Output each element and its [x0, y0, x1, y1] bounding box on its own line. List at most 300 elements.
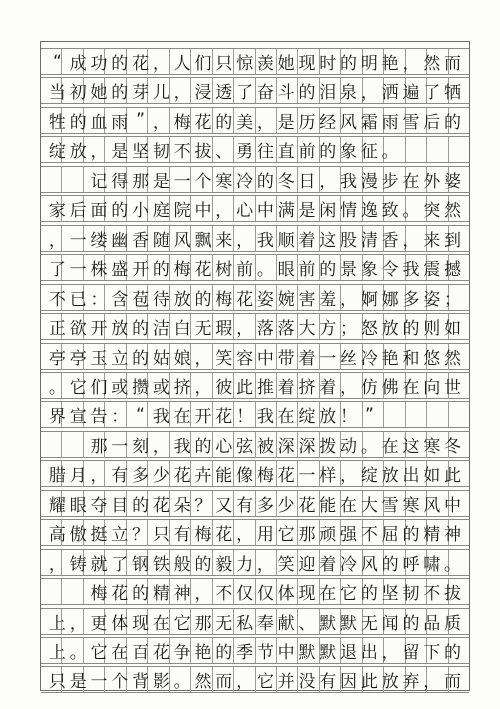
essay-char: 牺: [444, 83, 462, 104]
essay-char: 花: [194, 112, 212, 133]
essay-char: 泪: [319, 83, 337, 104]
essay-char: 姑: [152, 348, 170, 369]
essay-char: 啸: [423, 554, 441, 575]
essay-char: 的: [402, 525, 420, 546]
essay-char: 耀: [48, 495, 66, 516]
essay-char: 百: [132, 643, 150, 663]
essay-char: 是: [298, 201, 316, 222]
essay-char: 宣: [69, 407, 87, 428]
essay-char: 雨: [381, 112, 399, 133]
essay-char: 的: [215, 112, 233, 133]
essay-char: 在: [402, 377, 420, 398]
grid-row: [41, 549, 469, 576]
essay-char: 铸: [69, 554, 87, 575]
essay-char: 正: [48, 319, 66, 340]
essay-char: 了: [236, 83, 254, 104]
essay-char: 梅: [215, 289, 233, 310]
essay-char: ，: [194, 348, 212, 369]
essay-char: 界: [48, 407, 66, 428]
essay-char: 满: [277, 201, 295, 222]
essay-char: 用: [256, 525, 274, 546]
essay-char: 又: [215, 495, 233, 516]
essay-char: 落: [256, 319, 274, 340]
essay-line: [41, 373, 469, 398]
essay-char: 动: [340, 436, 358, 457]
essay-char: 致: [381, 201, 399, 222]
essay-char: 神: [173, 584, 191, 605]
essay-char: 日: [298, 171, 316, 192]
essay-line: [41, 49, 469, 74]
essay-char: 亭: [69, 348, 87, 369]
essay-char: [47, 432, 68, 457]
essay-char: 放: [381, 466, 399, 487]
essay-char: 在: [381, 436, 399, 457]
essay-char: 玉: [90, 348, 108, 369]
essay-char: ！: [340, 407, 358, 428]
essay-char: 只: [215, 54, 233, 74]
essay-char: 呼: [402, 554, 420, 575]
essay-char: 多: [402, 289, 420, 310]
essay-char: 能: [215, 466, 233, 487]
essay-line: [41, 314, 469, 339]
essay-char: 芽: [132, 83, 150, 104]
essay-char: 风: [360, 554, 378, 575]
essay-char: ，: [173, 83, 191, 104]
essay-char: 向: [423, 377, 441, 398]
essay-char: 株: [90, 260, 108, 281]
essay-char: 花: [236, 289, 254, 310]
essay-line: [41, 461, 469, 486]
essay-char: 如: [444, 319, 462, 340]
essay-char: 中: [277, 643, 295, 663]
essay-char: [47, 579, 68, 604]
essay-char: 梅: [256, 466, 274, 487]
essay-char: 拨: [319, 436, 337, 457]
essay-char: 挤: [173, 377, 191, 398]
essay-line: [41, 550, 469, 575]
essay-char: 的: [256, 171, 274, 192]
essay-char: ，: [152, 54, 170, 74]
essay-char: 待: [152, 289, 170, 310]
essay-char: 艳: [194, 643, 212, 663]
essay-char: 花: [215, 407, 233, 428]
essay-char: ，: [215, 201, 233, 222]
essay-char: 弃: [402, 672, 420, 693]
essay-char: ！: [236, 407, 254, 428]
essay-char: 朵: [173, 495, 191, 516]
essay-char: 放: [111, 319, 129, 340]
essay-char: 就: [90, 554, 108, 575]
essay-char: ，: [340, 377, 358, 398]
essay-char: ，: [423, 672, 441, 693]
essay-char: 毅: [215, 554, 233, 575]
essay-char: 直: [277, 142, 295, 163]
essay-char: 到: [444, 230, 462, 251]
essay-char: 们: [90, 377, 108, 398]
essay-char: 中: [256, 348, 274, 369]
grid-row: [41, 313, 469, 340]
essay-char: 深: [277, 436, 295, 457]
essay-char: 已: [69, 289, 87, 310]
essay-char: 奉: [256, 613, 274, 634]
essay-char: 默: [340, 613, 358, 634]
essay-char: 勇: [236, 142, 254, 163]
essay-char: 婀: [360, 289, 378, 310]
essay-char: 一: [319, 348, 337, 369]
essay-char: 体: [277, 584, 295, 605]
essay-char: 洒: [381, 83, 399, 104]
essay-line: [41, 226, 469, 251]
grid-row: [41, 637, 469, 664]
essay-char: 背: [132, 672, 150, 693]
essay-char: 它: [277, 525, 295, 546]
essay-char: 随: [152, 230, 170, 251]
essay-char: 了: [111, 554, 129, 575]
grid-row: [41, 431, 469, 458]
essay-char: ，: [360, 83, 378, 104]
essay-char: 般: [173, 554, 191, 575]
essay-char: 中: [194, 201, 212, 222]
essay-char: 没: [298, 672, 316, 693]
essay-char: 儿: [152, 83, 170, 104]
essay-char: [68, 579, 89, 604]
essay-char: 后: [69, 201, 87, 222]
essay-char: 、: [298, 613, 316, 634]
essay-char: 能: [319, 495, 337, 516]
essay-char: ，: [194, 584, 212, 605]
essay-char: 梅: [173, 260, 191, 281]
essay-char: 令: [381, 260, 399, 281]
essay-char: 姿: [256, 289, 274, 310]
essay-char: 的: [402, 319, 420, 340]
essay-char: 血: [90, 112, 108, 133]
essay-char: 在: [152, 613, 170, 634]
essay-char: 出: [402, 466, 420, 487]
essay-char: 那: [194, 613, 212, 634]
essay-char: 经: [319, 112, 337, 133]
essay-char: 此: [360, 672, 378, 693]
essay-char: 笑: [215, 348, 233, 369]
essay-char: 我: [173, 436, 191, 457]
essay-char: 雪: [402, 112, 420, 133]
essay-char: 震: [423, 260, 441, 281]
essay-char: 钢: [132, 554, 150, 575]
essay-char: 她: [90, 83, 108, 104]
essay-char: 样: [319, 466, 337, 487]
essay-line: [41, 432, 469, 457]
grid-row: [41, 372, 469, 399]
essay-char: 上: [48, 643, 66, 663]
essay-char: 一: [298, 466, 316, 487]
essay-char: 后: [423, 112, 441, 133]
essay-char: 历: [298, 112, 316, 133]
essay-char: 开: [90, 319, 108, 340]
essay-char: [68, 432, 89, 457]
essay-char: 傲: [69, 525, 87, 546]
essay-char: 往: [256, 142, 274, 163]
essay-char: 的: [319, 142, 337, 163]
essay-char: 香: [381, 230, 399, 251]
essay-char: 的: [381, 554, 399, 575]
essay-line: [41, 137, 469, 162]
essay-char: ；: [340, 319, 358, 340]
essay-char: 惊: [236, 54, 254, 74]
essay-char: 在: [173, 407, 191, 428]
essay-char: 默: [319, 613, 337, 634]
essay-char: 含: [111, 289, 129, 310]
essay-char: 的: [111, 201, 129, 222]
essay-char: 白: [173, 319, 191, 340]
essay-char: 得: [111, 171, 129, 192]
grid-row: [41, 254, 469, 281]
essay-char: 在: [402, 171, 420, 192]
essay-char: 迎: [298, 554, 316, 575]
essay-char: 漫: [360, 171, 378, 192]
essay-char: 害: [298, 289, 316, 310]
essay-char: 然: [444, 201, 462, 222]
essay-char: ，: [90, 466, 108, 487]
essay-char: 铁: [152, 554, 170, 575]
essay-char: 人: [173, 54, 191, 74]
essay-char: ，: [48, 230, 66, 251]
essay-char: 明: [360, 54, 378, 74]
essay-char: 奋: [256, 83, 274, 104]
essay-char: 时: [319, 54, 337, 74]
essay-line: [41, 491, 469, 516]
essay-char: 不: [423, 584, 441, 605]
essay-char: 。: [173, 672, 191, 693]
essay-char: 出: [360, 643, 378, 663]
essay-char: 更: [90, 613, 108, 634]
essay-char: 不: [215, 584, 233, 605]
essay-char: 体: [111, 613, 129, 634]
essay-char: 雨: [111, 112, 129, 133]
essay-char: 的: [194, 289, 212, 310]
essay-char: 攒: [132, 377, 150, 398]
essay-char: 有: [236, 495, 254, 516]
essay-char: 默: [298, 643, 316, 663]
essay-char: [47, 167, 68, 192]
essay-char: 此: [444, 466, 462, 487]
essay-char: ，: [69, 613, 87, 634]
essay-char: 飘: [194, 230, 212, 251]
essay-char: 而: [444, 672, 462, 693]
essay-char: 缕: [90, 230, 108, 251]
grid-row: [41, 519, 469, 546]
essay-char: 只: [152, 525, 170, 546]
essay-char: 坚: [132, 142, 150, 163]
essay-char: 我: [152, 407, 170, 428]
essay-char: 婆: [444, 171, 462, 192]
essay-char: 拔: [194, 142, 212, 163]
essay-char: 退: [340, 643, 358, 663]
essay-char: 腊: [48, 466, 66, 487]
essay-char: 它: [173, 613, 191, 634]
essay-char: ，: [381, 643, 399, 663]
essay-char: 逸: [360, 201, 378, 222]
essay-char: ，: [402, 230, 420, 251]
essay-char: ，: [236, 672, 254, 693]
essay-char: 挺: [90, 525, 108, 546]
essay-char: 大: [360, 495, 378, 516]
essay-char: 的: [194, 436, 212, 457]
grid-row: [41, 343, 469, 370]
essay-char: 心: [215, 436, 233, 457]
grid-row: [41, 225, 469, 252]
essay-char: 有: [173, 525, 191, 546]
essay-char: 佛: [381, 377, 399, 398]
essay-char: 一: [173, 171, 191, 192]
essay-char: 前: [298, 260, 316, 281]
essay-char: 然: [444, 348, 462, 369]
essay-char: 告: [90, 407, 108, 428]
essay-char: 瑕: [215, 319, 233, 340]
essay-char: 立: [111, 348, 129, 369]
essay-char: 如: [423, 466, 441, 487]
essay-char: 仅: [236, 584, 254, 605]
essay-char: 带: [277, 348, 295, 369]
essay-char: 那: [90, 436, 108, 457]
essay-char: 韧: [402, 584, 420, 605]
essay-char: 洁: [152, 319, 170, 340]
essay-char: 它: [340, 584, 358, 605]
essay-char: 在: [319, 584, 337, 605]
essay-char: 方: [319, 319, 337, 340]
essay-char: 质: [444, 613, 462, 634]
essay-char: ，: [340, 466, 358, 487]
essay-line: [41, 667, 469, 692]
essay-char: 它: [69, 377, 87, 398]
essay-char: 力: [236, 554, 254, 575]
essay-char: 顺: [277, 230, 295, 251]
essay-char: 下: [423, 643, 441, 663]
essay-char: 不: [48, 289, 66, 310]
essay-char: 顽: [319, 525, 337, 546]
essay-char: ，: [236, 525, 254, 546]
essay-char: 着: [319, 377, 337, 398]
essay-char: 或: [111, 377, 129, 398]
essay-char: 放: [381, 319, 399, 340]
essay-char: 的: [111, 54, 129, 74]
essay-char: 挤: [298, 377, 316, 398]
essay-char: 悠: [423, 348, 441, 369]
essay-char: 外: [423, 171, 441, 192]
essay-char: 丝: [340, 348, 358, 369]
essay-char: 此: [236, 377, 254, 398]
essay-char: 的: [298, 83, 316, 104]
grid-row: [41, 107, 469, 134]
essay-char: 一: [69, 260, 87, 281]
essay-line: [41, 196, 469, 221]
essay-char: 落: [277, 319, 295, 340]
essay-char: 花: [111, 584, 129, 605]
essay-char: 功: [90, 54, 108, 74]
essay-char: 然: [423, 54, 441, 74]
essay-char: 着: [298, 230, 316, 251]
grid-row: [41, 578, 469, 605]
essay-char: 寒: [423, 436, 441, 457]
essay-char: ，: [236, 230, 254, 251]
essay-char: 记: [90, 171, 108, 192]
essay-char: 强: [340, 525, 358, 546]
essay-char: ，: [48, 554, 66, 575]
essay-char: 花: [215, 525, 233, 546]
essay-char: 景: [340, 260, 358, 281]
essay-char: 成: [69, 54, 87, 74]
essay-char: 。: [444, 554, 462, 575]
essay-char: 娘: [173, 348, 191, 369]
essay-char: 少: [152, 466, 170, 487]
essay-char: 花: [194, 260, 212, 281]
essay-char: 则: [423, 319, 441, 340]
essay-char: 。: [48, 377, 66, 398]
essay-char: 有: [111, 466, 129, 487]
essay-char: 象: [360, 260, 378, 281]
essay-char: 它: [90, 643, 108, 663]
essay-char: 梅: [173, 112, 191, 133]
essay-char: ，: [236, 319, 254, 340]
essay-char: 推: [256, 377, 274, 398]
essay-char: 韧: [152, 142, 170, 163]
essay-char: 股: [340, 230, 358, 251]
essay-char: 像: [236, 466, 254, 487]
essay-line: [41, 78, 469, 103]
essay-char: “: [136, 404, 145, 425]
essay-char: 的: [132, 348, 150, 369]
essay-char: 苞: [132, 289, 150, 310]
essay-char: 只: [48, 672, 66, 693]
essay-line: [41, 402, 469, 427]
essay-char: [68, 167, 89, 192]
essay-char: 闻: [381, 613, 399, 634]
essay-char: 容: [236, 348, 254, 369]
essay-char: 的: [340, 54, 358, 74]
essay-char: 着: [319, 554, 337, 575]
essay-char: 无: [215, 613, 233, 634]
essay-char: 冷: [340, 554, 358, 575]
essay-char: 遍: [402, 83, 420, 104]
essay-char: 放: [381, 672, 399, 693]
essay-char: ，: [194, 377, 212, 398]
essay-char: 面: [90, 201, 108, 222]
essay-char: 目: [111, 495, 129, 516]
grid-row: [41, 195, 469, 222]
grid-row: [41, 77, 469, 104]
essay-char: 这: [402, 436, 420, 457]
essay-char: 一: [111, 436, 129, 457]
essay-char: 娜: [381, 289, 399, 310]
essay-char: 婉: [277, 289, 295, 310]
essay-char: 的: [402, 613, 420, 634]
essay-char: 她: [277, 54, 295, 74]
essay-char: 的: [194, 554, 212, 575]
essay-char: 家: [48, 201, 66, 222]
essay-char: 中: [444, 495, 462, 516]
grid-row: [41, 284, 469, 311]
essay-char: 斗: [277, 83, 295, 104]
essay-char: 眼: [69, 495, 87, 516]
essay-char: 屈: [381, 525, 399, 546]
essay-char: 默: [319, 643, 337, 663]
essay-line: [41, 108, 469, 133]
essay-char: 冷: [360, 348, 378, 369]
essay-char: ？: [194, 495, 212, 516]
essay-line: [41, 638, 469, 663]
essay-char: 怒: [360, 319, 378, 340]
essay-char: 有: [319, 672, 337, 693]
essay-line: [41, 520, 469, 545]
essay-char: 那: [132, 171, 150, 192]
